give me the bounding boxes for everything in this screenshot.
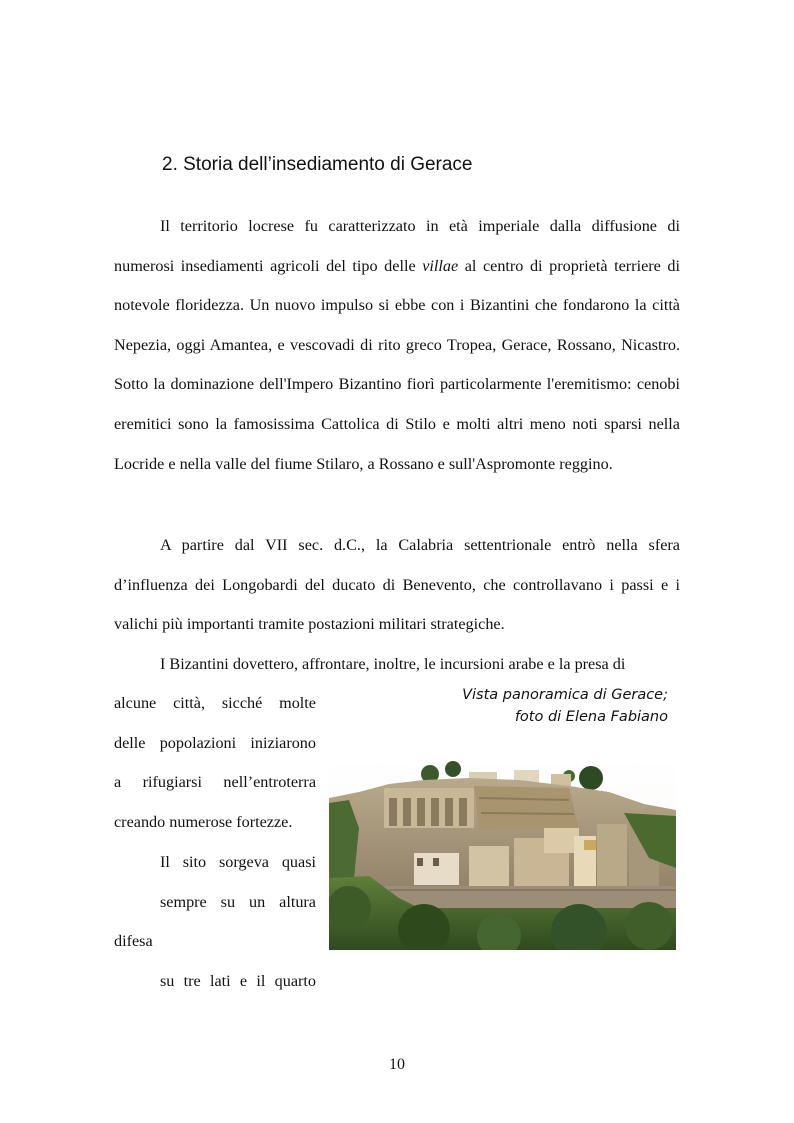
caption-line: Vista panoramica di Gerace;	[462, 687, 668, 703]
section-heading: 2. Storia dell’insediamento di Gerace	[162, 154, 473, 175]
text-line: creando numerose fortezze.	[114, 812, 293, 831]
paragraph-text: Il territorio locrese fu caratterizzato in età imperiale dalla diffusione di numerosi insediamenti agricoli del tipo delle	[114, 217, 680, 275]
text-line: alcune città, sicché molte	[114, 694, 316, 712]
page-number: 10	[389, 1056, 405, 1073]
caption-line: foto di Elena Fabiano	[514, 709, 668, 725]
paragraph-sito	[114, 843, 316, 1001]
text-line: Il sito sorgeva quasi	[160, 853, 316, 871]
paragraph-longobardi: A partire dal VII sec. d.C., la Calabria settentrionale entrò nella sfera d’influenza dei Longobardi del ducato di Benevento, che controllavano i passi e i valichi più importanti tramite postazioni militari strategiche.	[114, 536, 680, 634]
gerace-panorama-photo	[329, 758, 676, 950]
paragraph-bizantini-first-line: I Bizantini dovettero, affrontare, inoltre, le incursioni arabe e la presa di	[160, 655, 626, 673]
paragraph-territorio	[114, 207, 680, 484]
photo-caption	[420, 684, 668, 728]
photo-illustration	[329, 758, 676, 950]
text-line: su tre lati e il quarto	[160, 971, 316, 990]
text-line: a rifugiarsi nell’entroterra	[114, 773, 316, 792]
italic-term: villae	[422, 256, 459, 275]
text-line: sempre su un altura difesa	[114, 892, 316, 951]
paragraph-text: al centro di proprietà terriere di notevole floridezza. Un nuovo impulso si ebbe con i Bizantini che fondarono la città Nepezia, oggi Amantea, e vescovadi di rito greco Tropea, Gerace, Rossano, Nicastro. Sotto la dominazione dell'Impero Bizantino fiorì particolarmente l'eremitismo: cenobi eremitici sono la famosissima Cattolica di Stilo e molti altri meno noti sparsi nella Locride e nella valle del fiume Stilaro, a Rossano e sull'Aspromonte reggino.	[114, 256, 680, 473]
text-line: delle popolazioni iniziarono	[114, 733, 316, 752]
paragraph-bizantini-continued	[114, 684, 316, 842]
